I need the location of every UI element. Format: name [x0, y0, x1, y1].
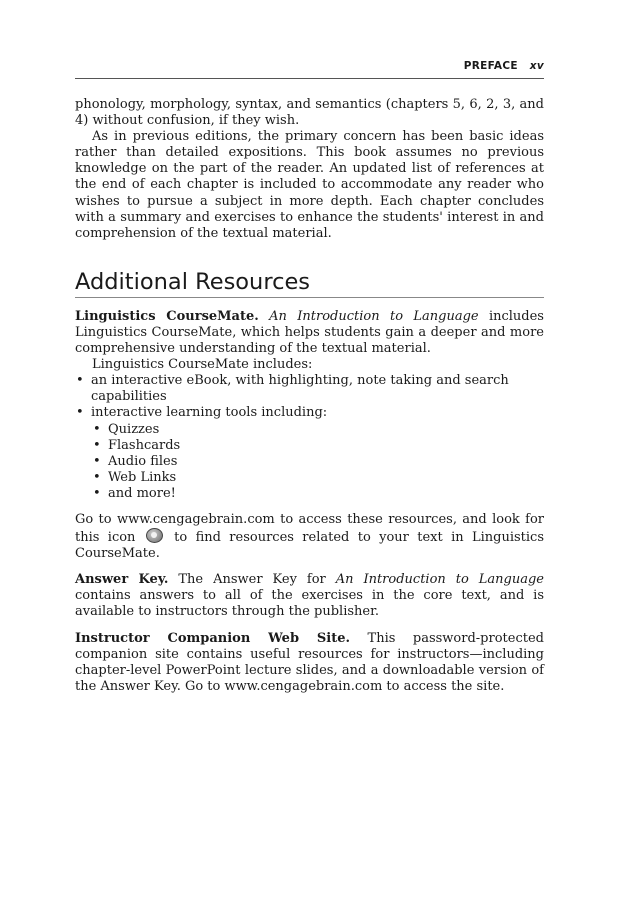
book-title: An Introduction to Language	[335, 572, 544, 588]
answer-key-text: contains answers to all of the exercises in the core text, and is available to instructors through the publisher.	[75, 588, 544, 620]
coursemate-icon	[146, 528, 163, 543]
running-head	[75, 60, 544, 77]
running-head-label: PREFACE	[463, 60, 518, 72]
goto-text-after: to find resources related to your text in Linguistics CourseMate.	[75, 530, 545, 562]
list-item: • an interactive eBook, with highlighting, note taking and search capabilities	[75, 373, 544, 405]
list-item: • and more!	[75, 486, 544, 502]
coursemate-paragraph	[75, 309, 544, 357]
coursemate-includes: Linguistics CourseMate includes:	[92, 357, 313, 373]
section-heading: Additional Resources	[75, 268, 311, 295]
list-item: • Web Links	[75, 470, 544, 486]
section-heading-rule	[75, 297, 544, 298]
instructor-site-text: This password-protected companion site contains useful resources for instructors—including chapter-level PowerPoint lecture slides, and a downloadable version of the Answer Key. Go to www.cengagebrain.com to access the site.	[75, 630, 544, 694]
page-body	[75, 97, 544, 695]
answer-key-pre: The Answer Key for	[168, 572, 336, 588]
list-item: • Audio files	[75, 454, 544, 470]
instructor-site-paragraph	[75, 631, 544, 695]
learning-tools-list	[75, 422, 544, 502]
book-title: An Introduction to Language	[269, 308, 479, 324]
intro-paragraph-continued: phonology, morphology, syntax, and semantics (chapters 5, 6, 2, 3, and 4) without confusion, if they wish.	[75, 97, 544, 129]
list-item: • interactive learning tools including:	[75, 405, 544, 421]
instructor-site-lead: Instructor Companion Web Site.	[75, 630, 351, 646]
answer-key-lead: Answer Key.	[75, 572, 169, 588]
coursemate-text: includes Linguistics CourseMate, which helps students gain a deeper and more comprehensive understanding of the textual material.	[75, 308, 544, 357]
goto-text-before: Go to www.cengagebrain.com to access these resources, and look for this icon	[75, 511, 544, 546]
answer-key-paragraph	[75, 572, 544, 620]
list-item: • Flashcards	[75, 438, 544, 454]
goto-paragraph	[75, 512, 544, 562]
intro-paragraph: As in previous editions, the primary concern has been basic ideas rather than detailed expositions. This book assumes no previous knowledge on the part of the reader. An updated list of references at the end of each chapter is included to accommodate any reader who wishes to pursue a subject in more depth. Each chapter concludes with a summary and exercises to enhance the students' interest in and comprehension of the textual material.	[75, 129, 544, 241]
header-rule	[75, 78, 544, 79]
list-item: • Quizzes	[75, 422, 544, 438]
page-number: xv	[529, 60, 544, 72]
coursemate-feature-list	[75, 373, 544, 421]
coursemate-lead: Linguistics CourseMate.	[75, 308, 259, 324]
